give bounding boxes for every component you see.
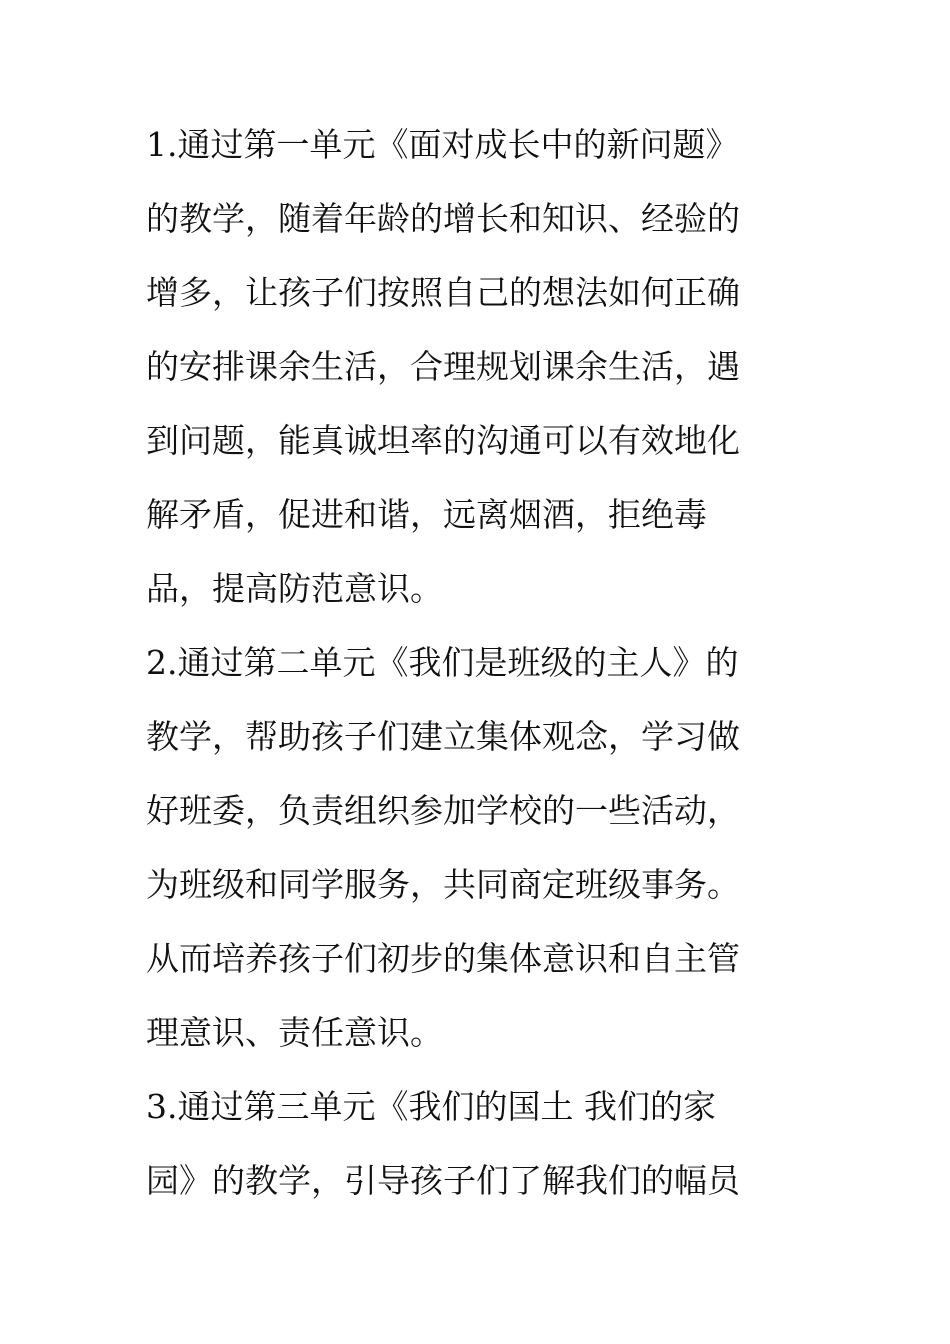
text-line: 的安排课余生活，合理规划课余生活，遇 bbox=[146, 347, 740, 386]
text-line: 的教学，随着年龄的增长和知识、经验的 bbox=[146, 199, 740, 238]
text-line: 到问题，能真诚坦率的沟通可以有效地化 bbox=[146, 421, 740, 460]
text-line: 从而培养孩子们初步的集体意识和自主管 bbox=[146, 939, 740, 978]
text-line: 理意识、责任意识。 bbox=[146, 1013, 443, 1052]
paragraph-1 bbox=[146, 108, 786, 626]
text-line: 好班委，负责组织参加学校的一些活动， bbox=[146, 791, 740, 830]
paragraph-2 bbox=[146, 626, 786, 1070]
text-line: 2.通过第二单元《我们是班级的主人》的 bbox=[146, 643, 739, 682]
text-line: 品，提高防范意识。 bbox=[146, 569, 443, 608]
text-line: 为班级和同学服务，共同商定班级事务。 bbox=[146, 865, 740, 904]
text-line: 解矛盾，促进和谐，远离烟酒，拒绝毒 bbox=[146, 495, 707, 534]
text-line: 园》的教学，引导孩子们了解我们的幅员 bbox=[146, 1161, 740, 1200]
body-text bbox=[146, 108, 786, 1218]
text-line: 教学，帮助孩子们建立集体观念，学习做 bbox=[146, 717, 740, 756]
text-line: 1.通过第一单元《面对成长中的新问题》 bbox=[146, 125, 739, 164]
text-line: 增多，让孩子们按照自己的想法如何正确 bbox=[146, 273, 740, 312]
paragraph-3 bbox=[146, 1070, 786, 1218]
text-line: 3.通过第三单元《我们的国土 我们的家 bbox=[146, 1087, 716, 1126]
